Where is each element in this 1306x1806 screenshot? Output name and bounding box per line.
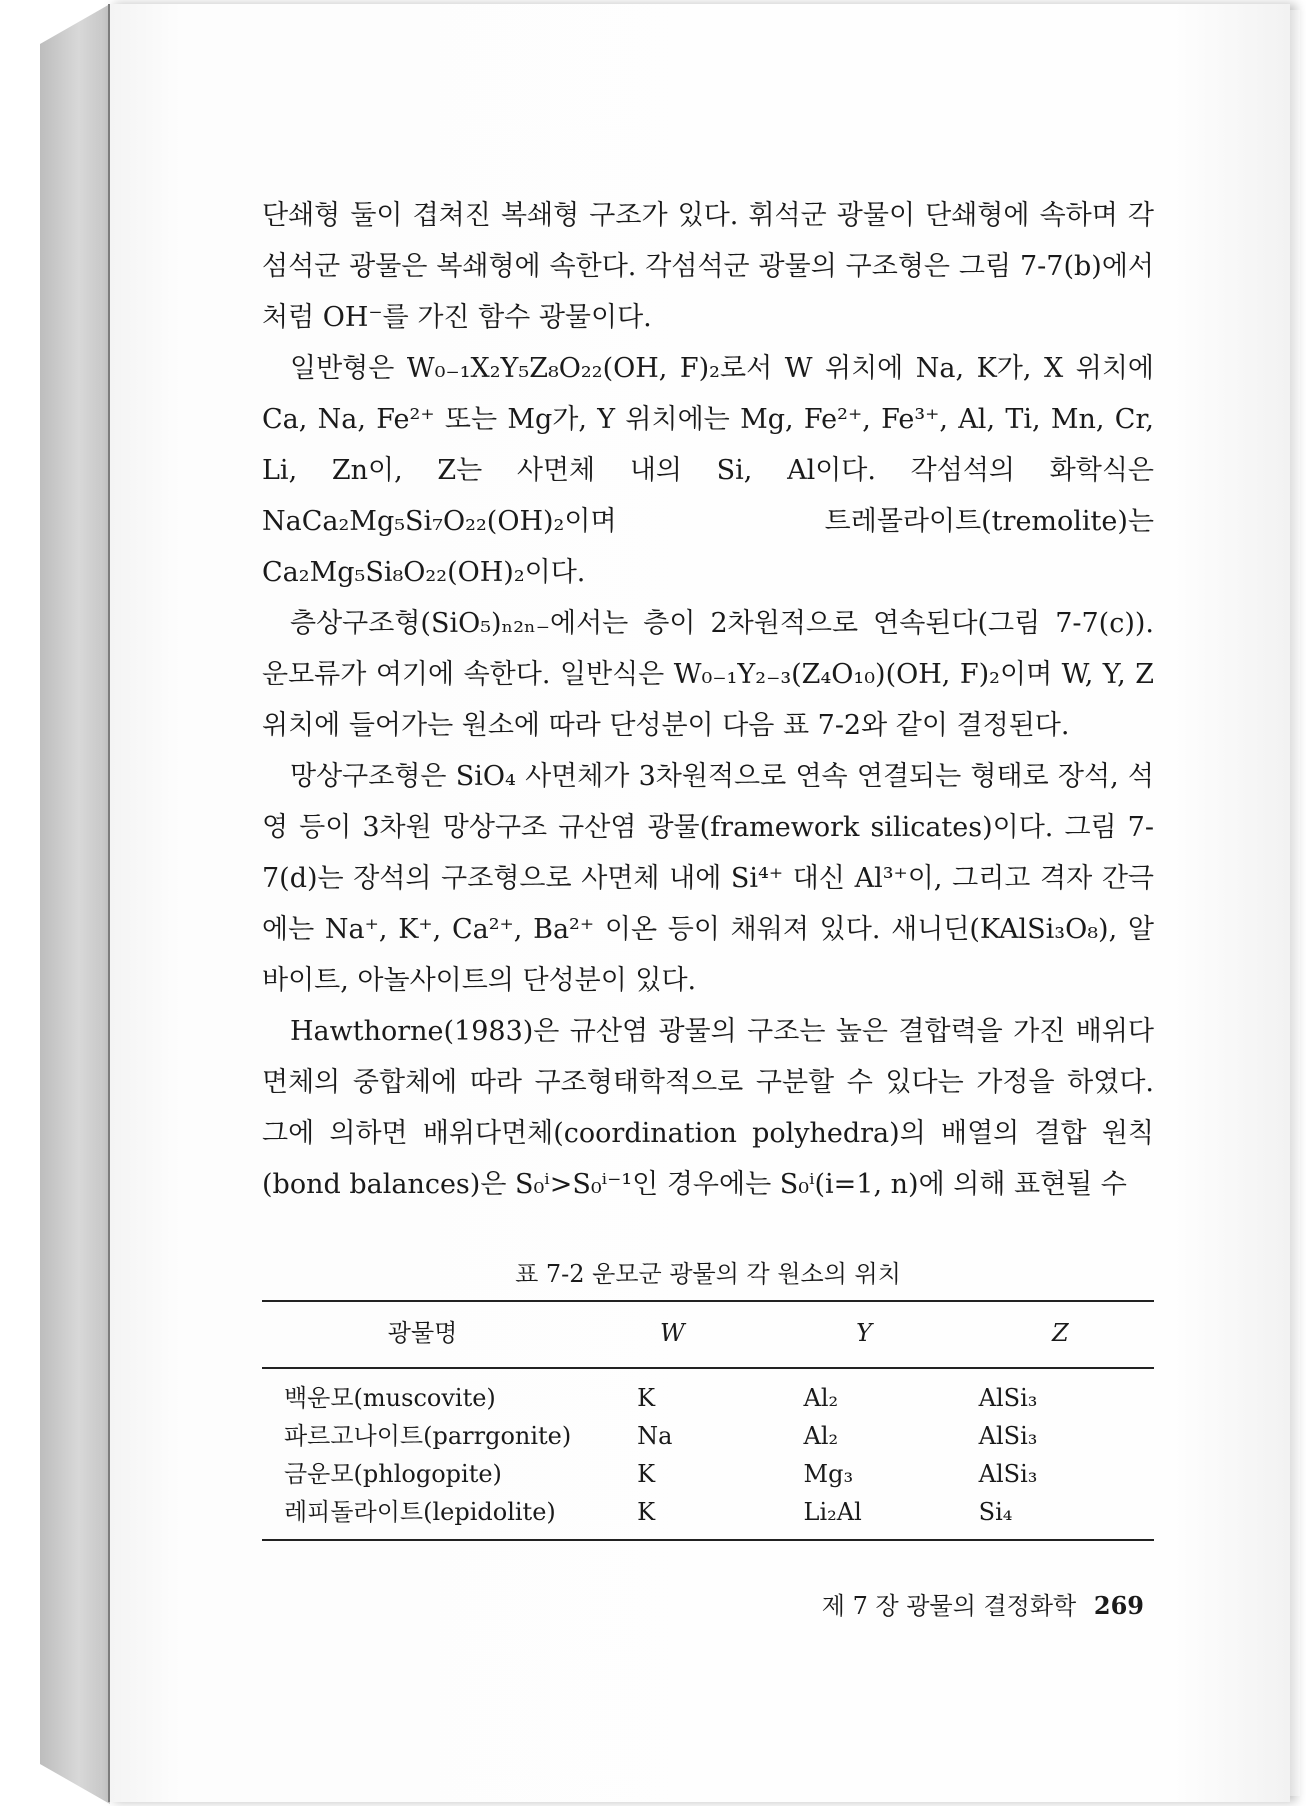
page-footer <box>822 1586 1144 1621</box>
book-page-edge <box>1290 10 1300 1796</box>
cell-y: Al₂ <box>803 1422 839 1450</box>
paragraph-amphibole-formula: 일반형은 W₀₋₁X₂Y₅Z₈O₂₂(OH, F)₂로서 W 위치에 Na, K가, X 위치에 Ca, Na, Fe²⁺ 또는 Mg가, Y 위치에는 Mg, Fe²⁺, Fe³⁺, Al, Ti, Mn, Cr, Li, Zn이, Z는 사면체 내의 Si, Al이다. 각섬석의 화학식은 NaCa₂Mg₅Si₇O₂₂(OH)₂이며 트레몰라이트(tremolite)는 Ca₂Mg₅Si₈O₂₂(OH)₂이다. <box>262 353 1154 588</box>
page-number: 269 <box>1093 1591 1144 1620</box>
book-spine <box>40 4 110 1804</box>
running-footer-chapter: 제 7 장 광물의 결정화학 <box>821 1592 1077 1620</box>
page-content <box>262 190 1154 1541</box>
cell-w: K <box>637 1460 656 1488</box>
cell-z: AlSi₃ <box>978 1460 1038 1488</box>
mica-site-table <box>262 1300 1154 1541</box>
table-caption: 표 7-2 운모군 광물의 각 원소의 위치 <box>515 1260 901 1288</box>
header-z-site: Z <box>967 1301 1154 1368</box>
cell-w: Na <box>637 1422 673 1450</box>
paragraph-sheet-structure: 층상구조형(SiO₅)ₙ₂ₙ₋에서는 층이 2차원적으로 연속된다(그림 7-7(c)). 운모류가 여기에 속한다. 일반식은 W₀₋₁Y₂₋₃(Z₄O₁₀)(OH, F)₂이며 W, Y, Z 위치에 들어가는 원소에 따라 단성분이 다음 표 7-2와 같이 결정된다. <box>262 608 1154 741</box>
cell-mineral-name: 금운모(phlogopite) <box>284 1460 502 1488</box>
header-w-site: W <box>583 1301 761 1368</box>
cell-w: K <box>637 1384 656 1412</box>
mica-table-section <box>262 1254 1154 1541</box>
table-row <box>262 1493 1154 1540</box>
paragraph-chain-structure: 단쇄형 둘이 겹쳐진 복쇄형 구조가 있다. 휘석군 광물이 단쇄형에 속하며 각섬석군 광물은 복쇄형에 속한다. 각섬석군 광물의 구조형은 그림 7-7(b)에서처럼 OH⁻를 가진 함수 광물이다. <box>262 200 1154 333</box>
cell-w: K <box>583 1493 761 1540</box>
header-mineral-name: 광물명 <box>262 1301 583 1368</box>
cell-mineral-name: 백운모(muscovite) <box>284 1384 496 1412</box>
cell-mineral-name: 파르고나이트(parrgonite) <box>284 1422 572 1450</box>
table-row <box>262 1455 1154 1493</box>
cell-z: AlSi₃ <box>978 1422 1038 1450</box>
paragraph-hawthorne: Hawthorne(1983)은 규산염 광물의 구조는 높은 결합력을 가진 배위다면체의 중합체에 따라 구조형태학적으로 구분할 수 있다는 가정을 하였다. 그에 의하면 배위다면체(coordination polyhedra)의 배열의 결합 원칙(bond balances)은 S₀ⁱ>S₀ⁱ⁻¹인 경우에는 S₀ⁱ(i=1, n)에 의해 표현될 수 <box>262 1016 1154 1200</box>
cell-y: Al₂ <box>803 1384 839 1412</box>
table-row <box>262 1368 1154 1417</box>
table-header-row <box>262 1301 1154 1368</box>
cell-y: Mg₃ <box>803 1460 854 1488</box>
paragraph-framework-structure: 망상구조형은 SiO₄ 사면체가 3차원적으로 연속 연결되는 형태로 장석, 석영 등이 3차원 망상구조 규산염 광물(framework silicates)이다. 그림 7-7(d)는 장석의 구조형으로 사면체 내에 Si⁴⁺ 대신 Al³⁺이, 그리고 격자 간극에는 Na⁺, K⁺, Ca²⁺, Ba²⁺ 이온 등이 채워져 있다. 새니딘(KAlSi₃O₈), 알바이트, 아놀사이트의 단성분이 있다. <box>262 761 1154 996</box>
header-y-site: Y <box>762 1301 967 1368</box>
cell-z: Si₄ <box>967 1493 1154 1540</box>
cell-y: Li₂Al <box>762 1493 967 1540</box>
cell-z: AlSi₃ <box>978 1384 1038 1412</box>
cell-mineral-name: 레피돌라이트(lepidolite) <box>262 1493 583 1540</box>
table-row <box>262 1417 1154 1455</box>
